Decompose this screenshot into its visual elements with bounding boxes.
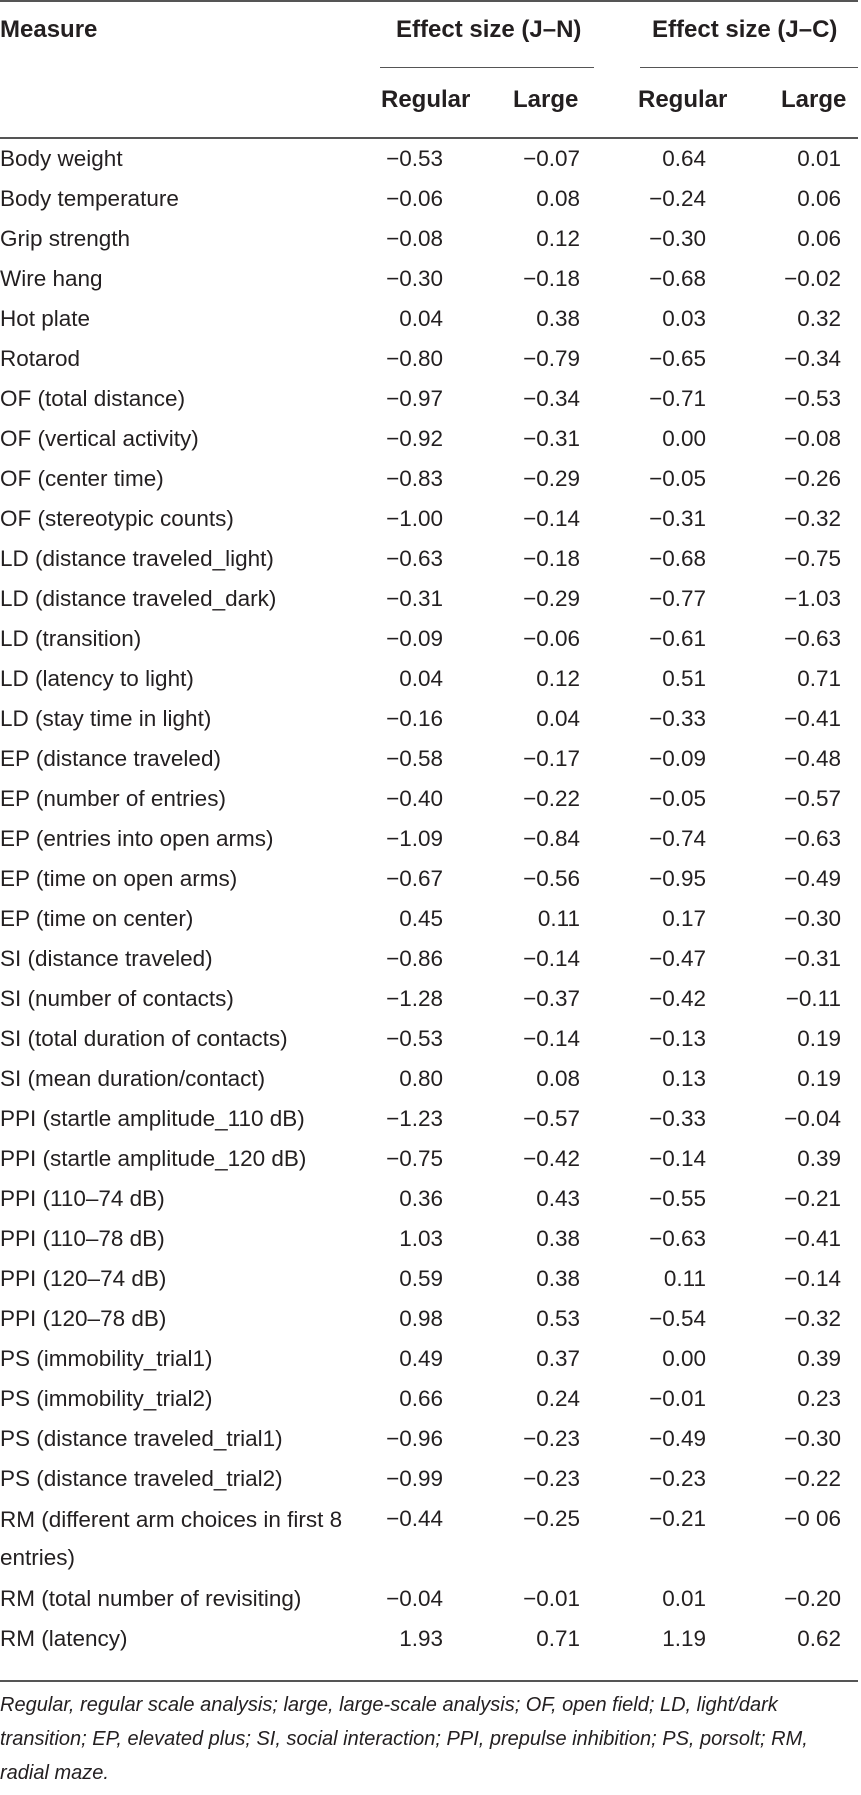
value-cell-jc-regular: −0.33 <box>649 1106 706 1131</box>
value-cell-jc-regular: 0.64 <box>662 146 706 171</box>
value-cell-jc-regular: −0.71 <box>649 386 706 411</box>
table-footnote: Regular, regular scale analysis; large, large-scale analysis; OF, open field; LD, light/dark transition; EP, elevated plus; SI, social interaction; PPI, prepulse inhibition; PS, porsolt; RM, radial maze. <box>0 1694 808 1784</box>
measure-cell: PPI (startle amplitude_110 dB) <box>0 1106 305 1131</box>
row-padding <box>841 259 861 299</box>
row-padding <box>841 179 861 219</box>
value-cell-jc-regular: −0.63 <box>649 1226 706 1251</box>
measure-cell: Rotarod <box>0 346 81 371</box>
value-cell-jn-regular: 0.80 <box>399 1066 443 1091</box>
value-cell-jn-large: −0.79 <box>523 346 580 371</box>
value-cell-jn-regular: −0.75 <box>386 1146 443 1171</box>
value-cell-jc-regular: −0.23 <box>649 1466 706 1491</box>
value-cell-jn-regular: −0.16 <box>386 706 443 731</box>
row-padding <box>841 819 861 859</box>
measure-cell: SI (total duration of contacts) <box>0 1026 288 1051</box>
table-row <box>0 1299 861 1339</box>
row-padding <box>841 579 861 619</box>
value-cell-jn-large: −0.31 <box>523 426 580 451</box>
value-cell-jc-regular: −0.33 <box>649 706 706 731</box>
measure-cell: Body weight <box>0 146 123 171</box>
row-padding <box>841 1259 861 1299</box>
value-cell-jc-regular: −0.21 <box>649 1506 706 1531</box>
measure-cell: PS (distance traveled_trial1) <box>0 1426 283 1451</box>
measure-cell: SI (distance traveled) <box>0 946 213 971</box>
row-padding <box>841 419 861 459</box>
measure-cell: Hot plate <box>0 306 91 331</box>
table-row <box>0 1619 861 1659</box>
row-padding <box>841 539 861 579</box>
value-cell-jn-regular: −1.23 <box>386 1106 443 1131</box>
value-cell-jn-regular: 1.93 <box>399 1626 443 1651</box>
value-cell-jc-regular: −0.05 <box>649 466 706 491</box>
value-cell-jn-large: 0.08 <box>536 186 580 211</box>
value-cell-jn-large: −0.29 <box>523 466 580 491</box>
value-cell-jc-large: 0.71 <box>797 666 841 691</box>
row-padding <box>841 899 861 939</box>
table-row <box>0 539 861 579</box>
value-cell-jn-large: −0.17 <box>523 746 580 771</box>
value-cell-jn-large: 0.11 <box>537 906 580 931</box>
value-cell-jc-regular: 0.17 <box>662 906 706 931</box>
value-cell-jc-large: 0.06 <box>797 226 841 251</box>
value-cell-jn-large: 0.38 <box>536 1266 580 1291</box>
table-row <box>0 659 861 699</box>
value-cell-jn-large: −0.25 <box>523 1506 580 1531</box>
value-cell-jn-regular: 0.98 <box>399 1306 443 1331</box>
table-row <box>0 859 861 899</box>
row-padding <box>841 139 861 179</box>
table-row <box>0 1419 861 1459</box>
row-padding <box>841 219 861 259</box>
header-group-jc: Effect size (J–C) <box>652 16 838 43</box>
value-cell-jc-large: 0.01 <box>797 146 841 171</box>
table-row <box>0 139 861 179</box>
measure-cell: RM (different arm choices in first 8 entries) <box>0 1507 343 1570</box>
bottom-rule <box>0 1680 858 1682</box>
value-cell-jn-large: −0.84 <box>523 826 580 851</box>
row-padding <box>841 1459 861 1499</box>
value-cell-jc-large: −0.53 <box>784 386 841 411</box>
row-padding <box>841 1019 861 1059</box>
row-padding <box>841 1059 861 1099</box>
row-padding <box>841 659 861 699</box>
value-cell-jn-regular: −0.58 <box>386 746 443 771</box>
value-cell-jc-large: 0.39 <box>797 1146 841 1171</box>
value-cell-jc-regular: 0.03 <box>662 306 706 331</box>
table-row <box>0 1459 861 1499</box>
measure-cell: EP (number of entries) <box>0 786 226 811</box>
value-cell-jc-large: −0.32 <box>784 506 841 531</box>
table-row <box>0 499 861 539</box>
row-padding <box>841 699 861 739</box>
value-cell-jn-regular: 1.03 <box>399 1226 443 1251</box>
value-cell-jc-large: −0.04 <box>784 1106 841 1131</box>
measure-cell: RM (total number of revisiting) <box>0 1586 302 1611</box>
row-padding <box>841 1299 861 1339</box>
measure-cell: PPI (startle amplitude_120 dB) <box>0 1146 307 1171</box>
measure-cell: RM (latency) <box>0 1626 128 1651</box>
table-row <box>0 1019 861 1059</box>
value-cell-jc-regular: −0.24 <box>649 186 706 211</box>
measure-cell: PPI (120–78 dB) <box>0 1306 167 1331</box>
measure-cell: OF (vertical activity) <box>0 426 199 451</box>
value-cell-jn-regular: −0.67 <box>386 866 443 891</box>
row-padding <box>841 619 861 659</box>
table-row <box>0 1099 861 1139</box>
value-cell-jn-large: 0.53 <box>536 1306 580 1331</box>
value-cell-jc-large: −0.22 <box>784 1466 841 1491</box>
value-cell-jn-regular: −0.09 <box>386 626 443 651</box>
value-cell-jn-large: −0.01 <box>523 1586 580 1611</box>
value-cell-jn-large: 0.24 <box>536 1386 580 1411</box>
table-row <box>0 579 861 619</box>
table-row <box>0 699 861 739</box>
value-cell-jn-large: 0.71 <box>536 1626 580 1651</box>
row-padding <box>841 1219 861 1259</box>
table-row <box>0 379 861 419</box>
measure-cell: OF (center time) <box>0 466 164 491</box>
header-large-jc: Large <box>781 86 847 113</box>
value-cell-jn-large: −0.22 <box>523 786 580 811</box>
value-cell-jc-large: −0.34 <box>784 346 841 371</box>
value-cell-jc-regular: 1.19 <box>662 1626 706 1651</box>
table-row <box>0 259 861 299</box>
table-row <box>0 1059 861 1099</box>
value-cell-jn-regular: −0.53 <box>386 1026 443 1051</box>
measure-cell: OF (total distance) <box>0 386 186 411</box>
value-cell-jn-large: −0.14 <box>523 506 580 531</box>
value-cell-jc-regular: −0.31 <box>649 506 706 531</box>
value-cell-jn-large: −0.14 <box>523 1026 580 1051</box>
value-cell-jn-large: −0.18 <box>523 546 580 571</box>
value-cell-jc-large: 0.32 <box>797 306 841 331</box>
row-padding <box>841 939 861 979</box>
value-cell-jc-regular: −0.01 <box>649 1386 706 1411</box>
table-row <box>0 979 861 1019</box>
table-row <box>0 1379 861 1419</box>
value-cell-jn-regular: 0.45 <box>399 906 443 931</box>
row-padding <box>841 379 861 419</box>
row-padding <box>841 339 861 379</box>
measure-cell: PPI (110–78 dB) <box>0 1226 165 1251</box>
value-cell-jn-regular: 0.66 <box>399 1386 443 1411</box>
table-row <box>0 819 861 859</box>
value-cell-jn-regular: −0.40 <box>386 786 443 811</box>
value-cell-jc-large: −0.30 <box>784 1426 841 1451</box>
header-measure: Measure <box>0 16 98 43</box>
measure-cell: PS (immobility_trial1) <box>0 1346 213 1371</box>
value-cell-jc-regular: −0.74 <box>649 826 706 851</box>
value-cell-jc-large: −0.21 <box>784 1186 841 1211</box>
value-cell-jc-large: −1.03 <box>784 586 841 611</box>
value-cell-jc-large: −0.20 <box>784 1586 841 1611</box>
row-padding <box>841 1419 861 1459</box>
measure-cell: EP (time on center) <box>0 906 194 931</box>
value-cell-jc-large: −0.48 <box>784 746 841 771</box>
table-row <box>0 1179 861 1219</box>
value-cell-jc-large: −0.57 <box>784 786 841 811</box>
row-padding <box>841 1139 861 1179</box>
row-padding <box>841 1339 861 1379</box>
header-regular-jc: Regular <box>638 86 728 113</box>
group-rule-jc <box>640 67 858 68</box>
value-cell-jn-regular: 0.59 <box>399 1266 443 1291</box>
row-padding <box>841 979 861 1019</box>
table-row <box>0 739 861 779</box>
value-cell-jc-large: −0 06 <box>784 1506 841 1531</box>
measure-cell: PPI (110–74 dB) <box>0 1186 165 1211</box>
value-cell-jn-large: 0.04 <box>536 706 580 731</box>
row-padding <box>841 1379 861 1419</box>
header-large-jn: Large <box>513 86 579 113</box>
row-padding <box>841 499 861 539</box>
row-padding <box>841 859 861 899</box>
value-cell-jn-large: −0.23 <box>523 1466 580 1491</box>
measure-cell: LD (stay time in light) <box>0 706 212 731</box>
value-cell-jc-regular: −0.54 <box>649 1306 706 1331</box>
table-row <box>0 899 861 939</box>
value-cell-jc-large: 0.23 <box>797 1386 841 1411</box>
value-cell-jn-large: 0.38 <box>536 1226 580 1251</box>
row-padding <box>841 1099 861 1139</box>
table-row <box>0 1139 861 1179</box>
value-cell-jn-regular: 0.49 <box>399 1346 443 1371</box>
value-cell-jc-large: −0.31 <box>784 946 841 971</box>
value-cell-jn-large: −0.23 <box>523 1426 580 1451</box>
measure-cell: OF (stereotypic counts) <box>0 506 234 531</box>
header-regular-jn: Regular <box>381 86 471 113</box>
measure-cell: LD (transition) <box>0 626 142 651</box>
row-padding <box>841 459 861 499</box>
table-row <box>0 419 861 459</box>
top-rule <box>0 0 858 2</box>
value-cell-jc-large: −0.63 <box>784 826 841 851</box>
value-cell-jc-large: −0.26 <box>784 466 841 491</box>
value-cell-jc-large: −0.41 <box>784 706 841 731</box>
measure-cell: PS (immobility_trial2) <box>0 1386 213 1411</box>
value-cell-jc-large: −0.08 <box>784 426 841 451</box>
table-row <box>0 1339 861 1379</box>
value-cell-jc-large: −0.14 <box>784 1266 841 1291</box>
effect-size-table <box>0 139 861 1659</box>
value-cell-jc-regular: −0.95 <box>649 866 706 891</box>
value-cell-jn-large: −0.29 <box>523 586 580 611</box>
value-cell-jc-large: 0.39 <box>797 1346 841 1371</box>
value-cell-jc-regular: 0.11 <box>663 1266 706 1291</box>
value-cell-jn-large: 0.12 <box>536 666 580 691</box>
value-cell-jc-regular: −0.49 <box>649 1426 706 1451</box>
table-body <box>0 139 861 1659</box>
table-row <box>0 1579 861 1619</box>
value-cell-jn-regular: −0.86 <box>386 946 443 971</box>
value-cell-jc-regular: −0.14 <box>649 1146 706 1171</box>
value-cell-jc-regular: −0.65 <box>649 346 706 371</box>
value-cell-jn-regular: −0.97 <box>386 386 443 411</box>
table-row <box>0 1499 861 1579</box>
row-padding <box>841 1179 861 1219</box>
value-cell-jn-regular: −0.30 <box>386 266 443 291</box>
value-cell-jc-large: 0.19 <box>797 1066 841 1091</box>
value-cell-jc-regular: −0.30 <box>649 226 706 251</box>
measure-cell: Grip strength <box>0 226 131 251</box>
table-row <box>0 459 861 499</box>
value-cell-jn-regular: −0.83 <box>386 466 443 491</box>
header-group-jn: Effect size (J–N) <box>396 16 582 43</box>
value-cell-jn-large: 0.12 <box>536 226 580 251</box>
row-padding <box>841 739 861 779</box>
value-cell-jn-large: −0.07 <box>523 146 580 171</box>
value-cell-jc-regular: −0.68 <box>649 546 706 571</box>
row-padding <box>841 779 861 819</box>
value-cell-jc-large: −0.41 <box>784 1226 841 1251</box>
table-row <box>0 1219 861 1259</box>
value-cell-jc-large: −0.32 <box>784 1306 841 1331</box>
value-cell-jn-regular: −0.63 <box>386 546 443 571</box>
value-cell-jc-large: 0.62 <box>797 1626 841 1651</box>
value-cell-jc-large: −0.30 <box>784 906 841 931</box>
value-cell-jc-large: −0.02 <box>784 266 841 291</box>
table-row <box>0 179 861 219</box>
value-cell-jn-regular: −0.53 <box>386 146 443 171</box>
value-cell-jn-regular: −0.99 <box>386 1466 443 1491</box>
value-cell-jc-regular: −0.55 <box>649 1186 706 1211</box>
value-cell-jc-regular: −0.47 <box>649 946 706 971</box>
value-cell-jn-regular: −0.06 <box>386 186 443 211</box>
table-row <box>0 339 861 379</box>
value-cell-jc-regular: −0.05 <box>649 786 706 811</box>
value-cell-jc-regular: 0.00 <box>662 1346 706 1371</box>
measure-cell: EP (time on open arms) <box>0 866 238 891</box>
value-cell-jc-regular: −0.42 <box>649 986 706 1011</box>
measure-cell: LD (distance traveled_dark) <box>0 586 277 611</box>
measure-cell: Wire hang <box>0 266 103 291</box>
value-cell-jn-regular: −0.08 <box>386 226 443 251</box>
value-cell-jc-large: −0.63 <box>784 626 841 651</box>
value-cell-jn-regular: −0.44 <box>386 1506 443 1531</box>
value-cell-jn-regular: 0.36 <box>399 1186 443 1211</box>
value-cell-jc-regular: 0.01 <box>662 1586 706 1611</box>
value-cell-jn-regular: −0.96 <box>386 1426 443 1451</box>
value-cell-jn-large: 0.43 <box>536 1186 580 1211</box>
value-cell-jn-regular: −1.00 <box>386 506 443 531</box>
group-rule-jn <box>380 67 594 68</box>
measure-cell: PPI (120–74 dB) <box>0 1266 167 1291</box>
row-padding <box>841 1619 861 1659</box>
measure-cell: EP (entries into open arms) <box>0 826 274 851</box>
value-cell-jn-regular: −0.31 <box>386 586 443 611</box>
measure-cell: LD (latency to light) <box>0 666 194 691</box>
row-padding <box>841 299 861 339</box>
value-cell-jn-large: 0.37 <box>536 1346 580 1371</box>
value-cell-jn-large: −0.42 <box>523 1146 580 1171</box>
value-cell-jn-large: 0.38 <box>536 306 580 331</box>
measure-cell: SI (number of contacts) <box>0 986 234 1011</box>
value-cell-jc-regular: −0.68 <box>649 266 706 291</box>
measure-cell: SI (mean duration/contact) <box>0 1066 266 1091</box>
table-row <box>0 779 861 819</box>
row-padding <box>841 1499 861 1579</box>
measure-cell: EP (distance traveled) <box>0 746 221 771</box>
table-row <box>0 219 861 259</box>
value-cell-jn-large: −0.37 <box>523 986 580 1011</box>
value-cell-jn-regular: −1.28 <box>386 986 443 1011</box>
value-cell-jn-regular: 0.04 <box>399 306 443 331</box>
value-cell-jc-large: −0.11 <box>785 986 841 1011</box>
value-cell-jc-regular: 0.51 <box>662 666 706 691</box>
value-cell-jc-regular: −0.09 <box>649 746 706 771</box>
table-row <box>0 939 861 979</box>
value-cell-jc-regular: 0.13 <box>662 1066 706 1091</box>
measure-cell: LD (distance traveled_light) <box>0 546 274 571</box>
value-cell-jc-large: 0.19 <box>797 1026 841 1051</box>
table-row <box>0 1259 861 1299</box>
measure-cell: Body temperature <box>0 186 179 211</box>
row-padding <box>841 1579 861 1619</box>
value-cell-jn-regular: 0.04 <box>399 666 443 691</box>
value-cell-jc-large: −0.49 <box>784 866 841 891</box>
value-cell-jn-large: −0.06 <box>523 626 580 651</box>
table-row <box>0 619 861 659</box>
value-cell-jn-large: −0.14 <box>523 946 580 971</box>
value-cell-jn-regular: −1.09 <box>386 826 443 851</box>
value-cell-jn-large: −0.56 <box>523 866 580 891</box>
value-cell-jn-large: −0.18 <box>523 266 580 291</box>
value-cell-jn-large: −0.57 <box>523 1106 580 1131</box>
value-cell-jn-regular: −0.92 <box>386 426 443 451</box>
measure-cell: PS (distance traveled_trial2) <box>0 1466 283 1491</box>
value-cell-jc-regular: −0.61 <box>649 626 706 651</box>
value-cell-jn-large: 0.08 <box>536 1066 580 1091</box>
table-row <box>0 299 861 339</box>
value-cell-jn-regular: −0.04 <box>386 1586 443 1611</box>
value-cell-jc-large: 0.06 <box>797 186 841 211</box>
value-cell-jc-large: −0.75 <box>784 546 841 571</box>
value-cell-jc-regular: −0.13 <box>649 1026 706 1051</box>
value-cell-jn-large: −0.34 <box>523 386 580 411</box>
value-cell-jc-regular: −0.77 <box>649 586 706 611</box>
value-cell-jn-regular: −0.80 <box>386 346 443 371</box>
value-cell-jc-regular: 0.00 <box>662 426 706 451</box>
